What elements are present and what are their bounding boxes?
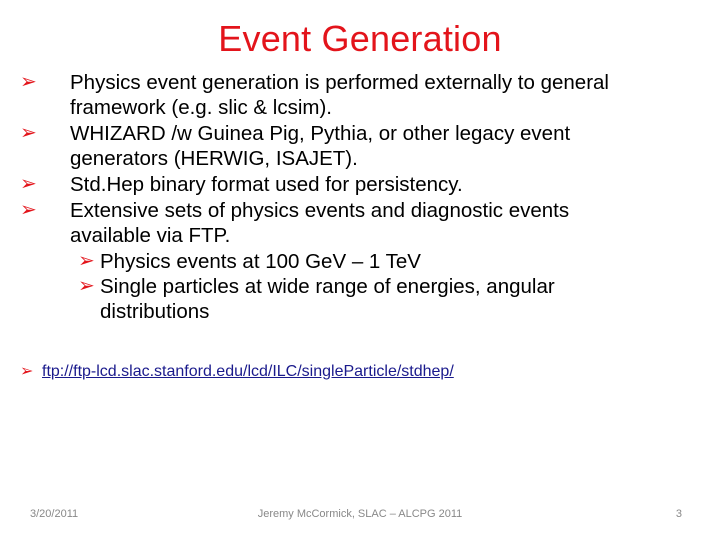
arrow-bullet-icon: ➢ — [20, 363, 34, 380]
bullet-item — [20, 70, 700, 120]
footer-author: Jeremy McCormick, SLAC – ALCPG 2011 — [257, 508, 463, 520]
arrow-bullet-icon: ➢ — [20, 122, 37, 144]
arrow-bullet-icon: ➢ — [78, 275, 95, 297]
arrow-bullet-icon: ➢ — [20, 71, 37, 93]
footer-date: 3/20/2011 — [30, 508, 79, 520]
arrow-bullet-icon: ➢ — [20, 199, 37, 221]
bullet-line: generators (HERWIG, ISAJET). — [70, 147, 358, 170]
bullet-item — [20, 198, 700, 248]
bullet-line: Extensive sets of physics events and diagnostic events — [70, 199, 570, 222]
arrow-bullet-icon: ➢ — [20, 173, 37, 195]
bullet-line: available via FTP. — [70, 224, 231, 247]
bullet-item — [20, 121, 700, 171]
bullet-line: Std.Hep binary format used for persistency. — [70, 173, 463, 196]
sub-bullet-item — [20, 249, 700, 274]
bullet-line: Physics event generation is performed externally to general — [70, 71, 609, 94]
bullet-line: framework (e.g. slic & lcsim). — [70, 96, 332, 119]
arrow-bullet-icon: ➢ — [78, 250, 95, 272]
bullet-list — [20, 70, 700, 324]
link-bullet — [20, 361, 454, 383]
bullet-item — [20, 172, 700, 197]
slide-title: Event Generation — [218, 18, 502, 59]
sub-bullet-line: distributions — [100, 300, 210, 323]
sub-bullet-line: Single particles at wide range of energies, angular — [100, 275, 555, 298]
ftp-link[interactable]: ftp://ftp-lcd.slac.stanford.edu/lcd/ILC/singleParticle/stdhep/ — [42, 363, 454, 380]
sub-bullet-line: Physics events at 100 GeV – 1 TeV — [100, 250, 421, 273]
sub-bullet-item — [20, 274, 700, 324]
footer-page-number: 3 — [675, 508, 682, 520]
bullet-line: WHIZARD /w Guinea Pig, Pythia, or other legacy event — [70, 122, 571, 145]
